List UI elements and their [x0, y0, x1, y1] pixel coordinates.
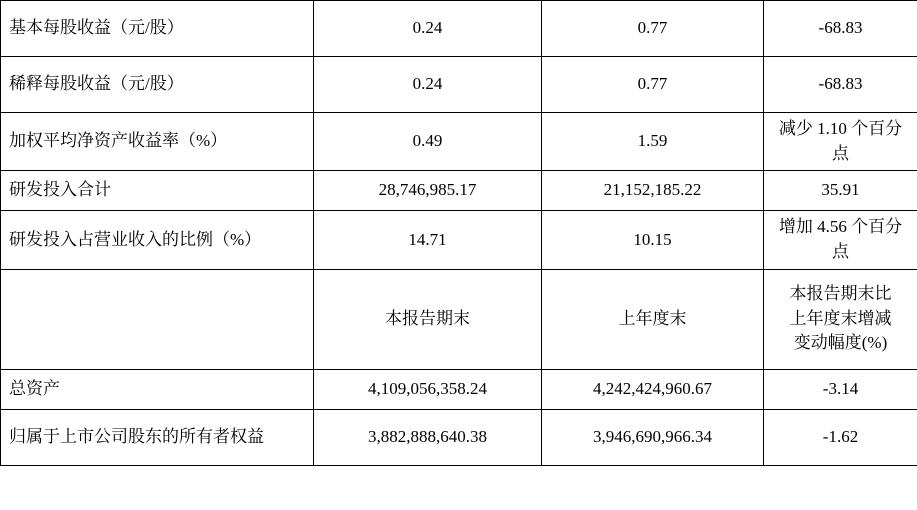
table-row [1, 113, 917, 171]
header-blank-cell [1, 269, 314, 369]
row-label-rd-ratio: 研发投入占营业收入的比例（%） [1, 211, 314, 269]
row-value-previous: 3,946,690,966.34 [542, 409, 764, 465]
row-label-diluted-eps: 稀释每股收益（元/股） [1, 57, 314, 113]
table-row [1, 409, 917, 465]
table-row [1, 211, 917, 269]
row-value-previous: 0.77 [542, 57, 764, 113]
header-change-rate [764, 269, 917, 369]
row-value-change: 增加 4.56 个百分点 [764, 211, 917, 269]
row-label-total-assets: 总资产 [1, 369, 314, 409]
row-value-previous: 0.77 [542, 1, 764, 57]
header-current-period: 本报告期末 [314, 269, 542, 369]
table-row [1, 57, 917, 113]
row-value-change: -3.14 [764, 369, 917, 409]
table-row [1, 171, 917, 211]
row-label-weighted-roe: 加权平均净资产收益率（%） [1, 113, 314, 171]
row-value-previous: 10.15 [542, 211, 764, 269]
table-row [1, 369, 917, 409]
row-value-previous: 21,152,185.22 [542, 171, 764, 211]
table-header-row [1, 269, 917, 369]
row-value-current: 14.71 [314, 211, 542, 269]
row-value-current: 3,882,888,640.38 [314, 409, 542, 465]
row-label-equity-attributable: 归属于上市公司股东的所有者权益 [1, 409, 314, 465]
row-value-current: 0.24 [314, 57, 542, 113]
row-value-current: 4,109,056,358.24 [314, 369, 542, 409]
row-value-change: -1.62 [764, 409, 917, 465]
row-label-basic-eps: 基本每股收益（元/股） [1, 1, 314, 57]
row-value-current: 0.24 [314, 1, 542, 57]
header-previous-year: 上年度末 [542, 269, 764, 369]
row-value-current: 0.49 [314, 113, 542, 171]
row-value-current: 28,746,985.17 [314, 171, 542, 211]
row-value-change: 减少 1.10 个百分点 [764, 113, 917, 171]
row-value-previous: 1.59 [542, 113, 764, 171]
row-value-change: -68.83 [764, 1, 917, 57]
row-label-rd-total: 研发投入合计 [1, 171, 314, 211]
row-value-change: 35.91 [764, 171, 917, 211]
header-change-rate-line2: 上年度末增减 [789, 308, 892, 328]
header-change-rate-line1: 本报告期末比 [789, 284, 892, 304]
table-row [1, 1, 917, 57]
row-value-change: -68.83 [764, 57, 917, 113]
row-value-previous: 4,242,424,960.67 [542, 369, 764, 409]
header-change-rate-line3: 变动幅度(%) [793, 333, 888, 353]
